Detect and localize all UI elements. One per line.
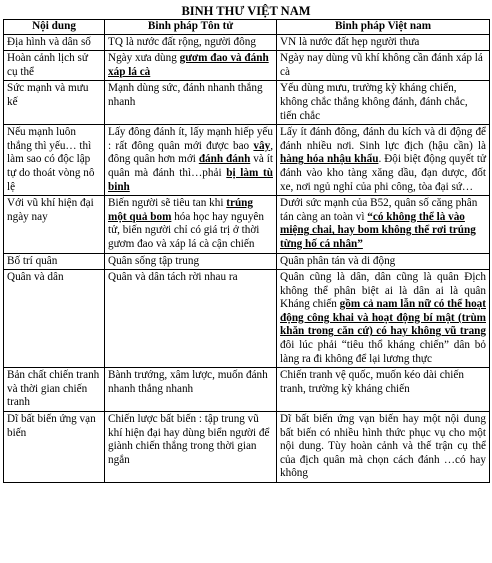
emphasis-text: trúng một quả bom [108, 197, 253, 223]
cell-vietnam [277, 412, 490, 483]
cell-sun-tzu [105, 125, 277, 196]
table-row [4, 253, 490, 270]
cell-text: Quân phân tán và di động [280, 254, 396, 267]
table-row [4, 412, 490, 483]
emphasis-text: bị làm tù binh [108, 166, 273, 193]
table-row [4, 34, 490, 51]
emphasis-text: vây [253, 139, 271, 152]
cell-vietnam [277, 196, 490, 253]
row-topic: Địa hình và dân số [4, 34, 105, 51]
cell-text: Quân sống tập trung [108, 254, 200, 267]
cell-sun-tzu [105, 412, 277, 483]
cell-vietnam [277, 81, 490, 125]
cell-text: Ngày xưa dùng [108, 52, 180, 65]
cell-sun-tzu [105, 270, 277, 368]
header-row [4, 20, 490, 35]
cell-text: Dĩ bất biến ứng vạn biến hay một nội dung bất biến có nhiều hình thức phục vụ cho một nội dung. Tùy hoàn cảnh và thế trận cụ thể của địch quân mà chọn cách đánh …có hay không [280, 413, 486, 480]
cell-vietnam [277, 125, 490, 196]
table-row [4, 125, 490, 196]
cell-text: Mạnh dùng sức, đánh nhanh thắng nhanh [108, 82, 263, 108]
cell-vietnam [277, 368, 490, 412]
emphasis-text: hàng hóa nhậu khẩu [280, 153, 379, 166]
cell-sun-tzu [105, 34, 277, 51]
cell-sun-tzu [105, 196, 277, 253]
row-topic: Bản chất chiến tranh và thời gian chiến tranh [4, 368, 105, 412]
cell-text: Chiến lược bất biến : tập trung vũ khí hiện đại hay dùng biển người để giành chiến thắng trong thời gian ngắn [108, 413, 270, 466]
comparison-table [3, 19, 490, 483]
row-topic: Dĩ bất biến ứng vạn biến [4, 412, 105, 483]
cell-sun-tzu [105, 81, 277, 125]
row-topic: Quân và dân [4, 270, 105, 368]
header-sun-tzu: Binh pháp Tôn tử [105, 20, 277, 35]
table-row [4, 270, 490, 368]
cell-vietnam [277, 270, 490, 368]
cell-text: Yếu dùng mưu, trường kỳ kháng chiến, không chắc thắng không đánh, đánh chắc, tiến chắc [280, 82, 468, 122]
cell-text: Lấy đông đánh ít, lấy mạnh hiếp yếu : rất đông quân mới được bao [108, 126, 273, 152]
cell-text: đôi lúc phải “tiêu thổ kháng chiến” dân bỏ làng ra đi không để lại lương thực [280, 339, 486, 365]
cell-vietnam [277, 51, 490, 81]
cell-text: VN là nước đất hẹp người thưa [280, 35, 420, 48]
row-topic: Sức mạnh và mưu kế [4, 81, 105, 125]
cell-text: . Đội biệt động quyết tử đánh vào kho tàng xăng dầu, đạn dược, đốt xe, nơi ngủ nghỉ của phi công, tòa đại sứ… [280, 153, 486, 193]
cell-text: Quân cũng là dân, dân cũng là quân Địch không thể phân biệt ai là dân ai là quân Kháng chiến [280, 271, 486, 311]
cell-text: Chiến tranh vệ quốc, muốn kéo dài chiến tranh, trường kỳ kháng chiến [280, 369, 464, 395]
cell-text: và ít quân mà đánh thì…phải [108, 153, 273, 179]
row-topic: Với vũ khí hiện đại ngày nay [4, 196, 105, 253]
emphasis-text: đánh đánh [198, 153, 251, 166]
cell-sun-tzu [105, 51, 277, 81]
cell-text: Ngày nay dùng vũ khí không cần đánh xáp lá cà [280, 52, 483, 78]
cell-text: Quân và dân tách rời nhau ra [108, 271, 238, 284]
row-topic: Nếu mạnh luôn thắng thì yếu… thì làm sao có độc lập tự do thoát vòng nô lệ [4, 125, 105, 196]
row-topic: Bố trí quân [4, 253, 105, 270]
cell-text: Lấy ít đánh đông, đánh du kích và di động để đánh nhiều nơi. Sinh lực địch (hậu cần) là [280, 126, 486, 152]
cell-vietnam [277, 253, 490, 270]
table-row [4, 81, 490, 125]
cell-text: Bành trướng, xâm lược, muốn đánh nhanh thắng nhanh [108, 369, 268, 395]
document-title: BINH THƯ VIỆT NAM [181, 4, 311, 18]
table-row [4, 51, 490, 81]
emphasis-text: gồm cả nam lẫn nữ có thể hoạt động công khai và hoạt động bí mật (trùm khăn trong căn cứ) có hay không vũ trang [280, 298, 486, 338]
cell-sun-tzu [105, 253, 277, 270]
table-row [4, 368, 490, 412]
cell-text: TQ là nước đất rộng, người đông [108, 35, 256, 48]
cell-text: Biến người sẽ tiêu tan khi [108, 197, 227, 210]
table-row [4, 196, 490, 253]
emphasis-text: “có không thể là vào miệng chai, hay bom không thể rơi trúng từng hố cá nhân” [280, 210, 476, 250]
row-topic: Hoàn cảnh lịch sử cụ thể [4, 51, 105, 81]
header-vietnam: Binh pháp Việt nam [277, 20, 490, 35]
cell-text: , đông quân hơn mới [108, 139, 273, 166]
emphasis-text: gươm đao và đánh xáp lá cà [108, 52, 269, 78]
cell-text: hóa học hay nguyên tử, biến người chỉ có giá trị ở thời gươm đao và xáp lá cà cận chiến [108, 210, 264, 250]
cell-text: Dưới sức mạnh của B52, quân số căng phân tán càng an toàn vì [280, 197, 478, 223]
cell-vietnam [277, 34, 490, 51]
cell-sun-tzu [105, 368, 277, 412]
header-topic: Nội dung [4, 20, 105, 35]
